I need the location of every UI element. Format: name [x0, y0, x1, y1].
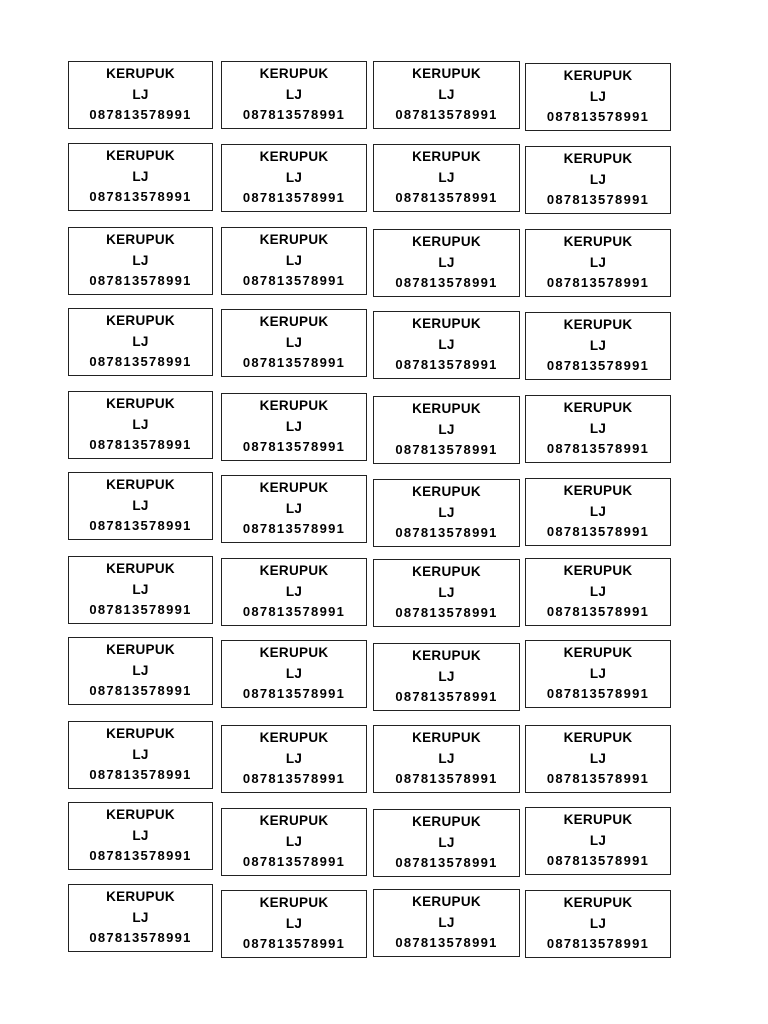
sticker-phone-number: 087813578991: [395, 525, 498, 541]
sticker-brand: LJ: [132, 827, 149, 843]
sticker-product-name: KERUPUK: [412, 316, 481, 332]
sticker-brand: LJ: [438, 254, 455, 270]
sticker-phone-number: 087813578991: [395, 107, 498, 123]
sticker-label: [525, 807, 671, 875]
sticker-brand: LJ: [589, 88, 607, 104]
sticker-brand: LJ: [438, 169, 455, 185]
sticker-brand: LJ: [285, 334, 303, 350]
sticker-brand: LJ: [589, 583, 607, 599]
sticker-phone-number: 087813578991: [546, 686, 650, 702]
sticker-product-name: KERUPUK: [563, 68, 633, 84]
sticker-brand: LJ: [132, 746, 149, 762]
sticker-phone-number: 087813578991: [395, 275, 498, 291]
sticker-phone-number: 087813578991: [242, 936, 346, 952]
sticker-product-name: KERUPUK: [259, 232, 329, 248]
sticker-label: [68, 227, 213, 295]
sticker-product-name: KERUPUK: [563, 730, 633, 746]
sticker-label: [373, 144, 520, 212]
sticker-product-name: KERUPUK: [412, 894, 481, 910]
sticker-phone-number: 087813578991: [89, 848, 192, 864]
sticker-label: [68, 556, 213, 624]
sticker-brand: LJ: [132, 333, 149, 349]
sticker-label: [373, 479, 520, 547]
sticker-brand: LJ: [589, 254, 607, 270]
sticker-label: [68, 472, 213, 540]
sticker-phone-number: 087813578991: [546, 524, 650, 540]
sticker-product-name: KERUPUK: [563, 483, 633, 499]
sticker-product-name: KERUPUK: [412, 401, 481, 417]
sticker-label: [525, 725, 671, 793]
sticker-product-name: KERUPUK: [563, 317, 633, 333]
sticker-product-name: KERUPUK: [106, 396, 175, 412]
sticker-phone-number: 087813578991: [242, 273, 346, 289]
sticker-brand: LJ: [132, 581, 149, 597]
sticker-phone-number: 087813578991: [242, 521, 346, 537]
sticker-label: [221, 808, 367, 876]
sticker-label: [373, 889, 520, 957]
sticker-phone-number: 087813578991: [395, 689, 498, 705]
sticker-label: [68, 884, 213, 952]
sticker-label: [525, 558, 671, 626]
sticker-brand: LJ: [285, 665, 303, 681]
sticker-product-name: KERUPUK: [563, 151, 633, 167]
sticker-brand: LJ: [438, 834, 455, 850]
sticker-phone-number: 087813578991: [546, 275, 650, 291]
sticker-brand: LJ: [285, 583, 303, 599]
sticker-product-name: KERUPUK: [106, 726, 175, 742]
sticker-brand: LJ: [132, 662, 149, 678]
sticker-label: [221, 227, 367, 295]
sticker-product-name: KERUPUK: [106, 477, 175, 493]
sticker-label: [373, 725, 520, 793]
sticker-product-name: KERUPUK: [106, 889, 175, 905]
sticker-product-name: KERUPUK: [106, 148, 175, 164]
sticker-brand: LJ: [285, 500, 303, 516]
sticker-brand: LJ: [285, 169, 303, 185]
sticker-phone-number: 087813578991: [395, 771, 498, 787]
sticker-brand: LJ: [589, 420, 607, 436]
sticker-label: [525, 395, 671, 463]
sticker-brand: LJ: [589, 171, 607, 187]
sticker-brand: LJ: [285, 252, 303, 268]
sticker-phone-number: 087813578991: [546, 604, 650, 620]
sticker-label: [221, 890, 367, 958]
sticker-label: [525, 312, 671, 380]
sticker-brand: LJ: [589, 832, 607, 848]
sticker-phone-number: 087813578991: [242, 107, 346, 123]
sticker-label: [525, 478, 671, 546]
sticker-product-name: KERUPUK: [106, 232, 175, 248]
sticker-brand: LJ: [589, 915, 607, 931]
sticker-product-name: KERUPUK: [412, 149, 481, 165]
sticker-label: [373, 809, 520, 877]
sticker-brand: LJ: [589, 750, 607, 766]
sticker-label: [221, 393, 367, 461]
sticker-brand: LJ: [285, 833, 303, 849]
sticker-label: [221, 144, 367, 212]
sticker-label: [221, 640, 367, 708]
sticker-brand: LJ: [132, 497, 149, 513]
sticker-phone-number: 087813578991: [546, 192, 650, 208]
sticker-phone-number: 087813578991: [89, 273, 192, 289]
sticker-phone-number: 087813578991: [546, 936, 650, 952]
sticker-brand: LJ: [132, 252, 149, 268]
sticker-product-name: KERUPUK: [412, 730, 481, 746]
sticker-label: [525, 640, 671, 708]
sticker-phone-number: 087813578991: [395, 855, 498, 871]
sticker-phone-number: 087813578991: [546, 771, 650, 787]
sticker-brand: LJ: [285, 750, 303, 766]
sticker-product-name: KERUPUK: [106, 313, 175, 329]
sticker-brand: LJ: [438, 504, 455, 520]
sticker-product-name: KERUPUK: [259, 813, 329, 829]
sticker-label: [68, 143, 213, 211]
sticker-brand: LJ: [438, 750, 455, 766]
sticker-phone-number: 087813578991: [242, 190, 346, 206]
sticker-phone-number: 087813578991: [89, 930, 192, 946]
sticker-product-name: KERUPUK: [259, 66, 329, 82]
sticker-product-name: KERUPUK: [259, 730, 329, 746]
sticker-label: [373, 61, 520, 129]
sticker-phone-number: 087813578991: [242, 604, 346, 620]
sticker-phone-number: 087813578991: [242, 771, 346, 787]
sticker-phone-number: 087813578991: [89, 683, 192, 699]
sticker-brand: LJ: [285, 915, 303, 931]
sticker-product-name: KERUPUK: [259, 645, 329, 661]
sticker-label: [221, 725, 367, 793]
sticker-label: [373, 311, 520, 379]
sticker-product-name: KERUPUK: [563, 895, 633, 911]
sticker-label: [373, 229, 520, 297]
sticker-label: [68, 637, 213, 705]
sticker-brand: LJ: [438, 668, 455, 684]
sticker-product-name: KERUPUK: [259, 149, 329, 165]
sticker-label: [68, 721, 213, 789]
sticker-product-name: KERUPUK: [563, 400, 633, 416]
sticker-product-name: KERUPUK: [259, 895, 329, 911]
sticker-label: [68, 61, 213, 129]
sticker-brand: LJ: [589, 337, 607, 353]
sticker-phone-number: 087813578991: [89, 767, 192, 783]
sticker-label: [525, 890, 671, 958]
sticker-product-name: KERUPUK: [259, 398, 329, 414]
sticker-brand: LJ: [285, 418, 303, 434]
sticker-phone-number: 087813578991: [89, 107, 192, 123]
sticker-phone-number: 087813578991: [242, 355, 346, 371]
sticker-phone-number: 087813578991: [395, 357, 498, 373]
sticker-phone-number: 087813578991: [546, 441, 650, 457]
sticker-label: [525, 63, 671, 131]
sticker-brand: LJ: [132, 909, 149, 925]
sticker-brand: LJ: [589, 665, 607, 681]
sticker-brand: LJ: [589, 503, 607, 519]
sticker-product-name: KERUPUK: [259, 563, 329, 579]
sticker-phone-number: 087813578991: [546, 853, 650, 869]
sticker-label: [221, 475, 367, 543]
sticker-product-name: KERUPUK: [563, 563, 633, 579]
sticker-label: [68, 802, 213, 870]
sticker-label: [221, 558, 367, 626]
sticker-phone-number: 087813578991: [89, 437, 192, 453]
sticker-brand: LJ: [132, 86, 149, 102]
sticker-phone-number: 087813578991: [242, 686, 346, 702]
sticker-phone-number: 087813578991: [395, 442, 498, 458]
sticker-product-name: KERUPUK: [412, 564, 481, 580]
sticker-label: [221, 309, 367, 377]
sticker-product-name: KERUPUK: [563, 234, 633, 250]
sticker-product-name: KERUPUK: [412, 648, 481, 664]
sticker-product-name: KERUPUK: [563, 645, 633, 661]
sticker-phone-number: 087813578991: [395, 605, 498, 621]
sticker-label: [373, 396, 520, 464]
sticker-brand: LJ: [285, 86, 303, 102]
sticker-product-name: KERUPUK: [106, 66, 175, 82]
sticker-label: [525, 229, 671, 297]
sticker-phone-number: 087813578991: [89, 602, 192, 618]
sticker-phone-number: 087813578991: [395, 935, 498, 951]
sticker-brand: LJ: [132, 416, 149, 432]
sticker-phone-number: 087813578991: [89, 518, 192, 534]
sticker-brand: LJ: [438, 421, 455, 437]
sticker-brand: LJ: [132, 168, 149, 184]
sticker-product-name: KERUPUK: [412, 484, 481, 500]
sticker-phone-number: 087813578991: [242, 439, 346, 455]
sticker-brand: LJ: [438, 336, 455, 352]
sticker-phone-number: 087813578991: [89, 189, 192, 205]
sticker-product-name: KERUPUK: [106, 642, 175, 658]
sticker-label: [373, 559, 520, 627]
sticker-product-name: KERUPUK: [412, 234, 481, 250]
sticker-brand: LJ: [438, 584, 455, 600]
sticker-brand: LJ: [438, 86, 455, 102]
sticker-phone-number: 087813578991: [546, 109, 650, 125]
sticker-product-name: KERUPUK: [259, 314, 329, 330]
sticker-product-name: KERUPUK: [259, 480, 329, 496]
sticker-brand: LJ: [438, 914, 455, 930]
sticker-product-name: KERUPUK: [412, 814, 481, 830]
sticker-phone-number: 087813578991: [242, 854, 346, 870]
sticker-label: [68, 308, 213, 376]
sticker-phone-number: 087813578991: [89, 354, 192, 370]
sticker-phone-number: 087813578991: [546, 358, 650, 374]
sticker-label: [373, 643, 520, 711]
sticker-product-name: KERUPUK: [563, 812, 633, 828]
sticker-phone-number: 087813578991: [395, 190, 498, 206]
sticker-product-name: KERUPUK: [412, 66, 481, 82]
sticker-label: [525, 146, 671, 214]
sticker-label: [221, 61, 367, 129]
sticker-product-name: KERUPUK: [106, 561, 175, 577]
sticker-product-name: KERUPUK: [106, 807, 175, 823]
sticker-label: [68, 391, 213, 459]
